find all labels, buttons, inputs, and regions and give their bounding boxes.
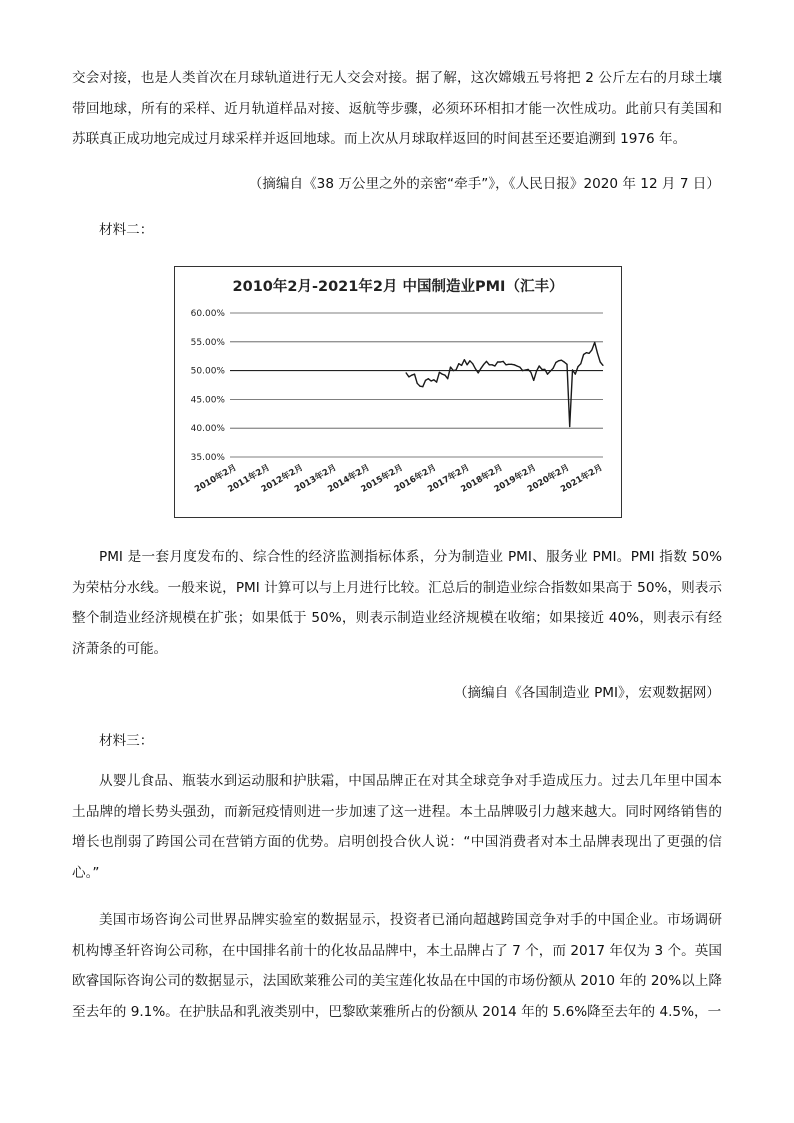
x-tick-label: 2014年2月 (326, 462, 372, 495)
pmi-chart-svg (175, 267, 621, 517)
data-point (539, 365, 540, 366)
data-point (602, 365, 603, 366)
data-point (442, 374, 443, 375)
data-point (436, 382, 437, 383)
data-point (519, 367, 520, 368)
data-point (494, 365, 495, 366)
data-point (597, 353, 598, 354)
data-point (439, 372, 440, 373)
data-point (483, 364, 484, 365)
data-point (553, 368, 554, 369)
material2-label: 材料二： (99, 222, 154, 238)
x-tick-label: 2012年2月 (259, 462, 306, 495)
data-point (536, 371, 537, 372)
data-point (414, 374, 415, 375)
data-point (547, 374, 548, 375)
material3-label: 材料三： (99, 733, 154, 749)
y-tick-label: 55.00% (190, 337, 225, 348)
data-point (480, 368, 481, 369)
data-point (486, 361, 487, 362)
data-point (500, 361, 501, 362)
data-point (478, 372, 479, 373)
data-point (561, 360, 562, 361)
data-point (422, 386, 423, 387)
data-point (522, 370, 523, 371)
y-tick-label: 45.00% (190, 395, 225, 406)
x-tick-label: 2021年2月 (559, 462, 605, 495)
data-point (453, 370, 454, 371)
data-point (467, 364, 468, 365)
data-point (577, 366, 578, 367)
data-point (533, 380, 534, 381)
data-point (408, 376, 409, 377)
data-point (461, 365, 462, 366)
data-point (583, 354, 584, 355)
material1-source: （摘编自《38 万公里之外的亲密“牵手”》，《人民日报》2020 年 12 月 7 日） (248, 176, 720, 192)
data-point (594, 342, 595, 343)
x-tick-label: 2017年2月 (426, 462, 472, 495)
data-point (589, 353, 590, 354)
data-point (586, 352, 587, 353)
data-point (492, 364, 493, 365)
x-tick-label: 2016年2月 (392, 462, 439, 495)
data-point (406, 372, 407, 373)
data-point (566, 364, 567, 365)
x-tick-label: 2018年2月 (459, 462, 505, 495)
data-point (475, 368, 476, 369)
x-tick-label: 2011年2月 (226, 462, 272, 495)
data-point (572, 369, 573, 370)
data-point (503, 361, 504, 362)
y-tick-label: 40.00% (190, 424, 225, 435)
pmi-chart (174, 266, 622, 518)
data-point (555, 362, 556, 363)
data-point (508, 364, 509, 365)
data-point (530, 372, 531, 373)
data-point (544, 369, 545, 370)
data-point (550, 371, 551, 372)
x-tick-label: 2013年2月 (292, 462, 339, 495)
data-point (591, 349, 592, 350)
data-point (472, 363, 473, 364)
y-tick-label: 50.00% (190, 366, 225, 377)
data-point (450, 367, 451, 368)
data-point (541, 369, 542, 370)
data-point (464, 359, 465, 360)
data-point (516, 365, 517, 366)
material3-paragraph2: 美国市场咨询公司世界品牌实验室的数据显示，投资者已涌向超越跨国竞争对手的中国企业。市场调研机构博圣轩咨询公司称，在中国排名前十的化妆品品牌中，本土品牌占了 7 个，而 2017 年仅为 3 个。英国欧睿国际咨询公司的数据显示，法国欧莱雅公司的美宝莲化妆品在中国的市场份额从 2010 年的 20%以上降至去年的 9.1%。在护肤品和乳液类别中，巴黎欧莱雅所占的份额从 2014 年的 5.6%降至去年的 4.5%，一 (72, 912, 722, 1020)
data-point (514, 364, 515, 365)
data-point (505, 364, 506, 365)
data-point (511, 364, 512, 365)
material1-paragraph: 交会对接，也是人类首次在月球轨道进行无人交会对接。据了解，这次嫦娥五号将把 2 公斤左右的月球土壤带回地球，所有的采样、近月轨道样品对接、返航等步骤，必须环环相扣才能一次性成功。此前只有美国和苏联真正成功地完成过月球采样并返回地球。而上次从月球取样返回的时间甚至还要追溯到 1976 年。 (72, 70, 722, 147)
data-point (525, 369, 526, 370)
data-point (489, 364, 490, 365)
y-tick-label: 60.00% (190, 309, 225, 319)
series-line (406, 342, 603, 426)
x-tick-label: 2020年2月 (525, 462, 572, 495)
data-point (497, 361, 498, 362)
data-point (433, 379, 434, 380)
data-point (580, 363, 581, 364)
x-tick-label: 2015年2月 (359, 462, 405, 495)
data-point (558, 360, 559, 361)
data-point (447, 378, 448, 379)
x-tick-label: 2019年2月 (492, 462, 538, 495)
x-tick-label: 2010年2月 (193, 462, 239, 495)
chart-title: 2010年2月-2021年2月 中国制造业PMI（汇丰） (232, 279, 564, 295)
data-point (417, 383, 418, 384)
data-point (431, 380, 432, 381)
data-point (564, 361, 565, 362)
data-point (469, 360, 470, 361)
data-point (575, 374, 576, 375)
material3-paragraph1: 从婴儿食品、瓶装水到运动服和护肤霜，中国品牌正在对其全球竞争对手造成压力。过去几年里中国本土品牌的增长势头强劲，而新冠疫情则进一步加速了这一进程。本土品牌吸引力越来越大。同时网络销售的增长也削弱了跨国公司在营销方面的优势。启明创投合伙人说：“中国消费者对本土品牌表现出了更强的信心。” (72, 773, 722, 881)
data-point (411, 375, 412, 376)
data-point (428, 378, 429, 379)
y-tick-label: 35.00% (190, 453, 225, 463)
data-point (419, 386, 420, 387)
material2-source: （摘编自《各国制造业 PMI》，宏观数据网） (453, 685, 720, 701)
data-point (458, 363, 459, 364)
data-point (425, 380, 426, 381)
material2-paragraph: PMI 是一套月度发布的、综合性的经济监测指标体系，分为制造业 PMI、服务业 PMI。PMI 指数 50%为荣枯分水线。一般来说，PMI 计算可以与上月进行比较。汇总后的制造业综合指数如果高于 50%，则表示整个制造业经济规模在扩张；如果低于 50%，则表示制造业经济规模在收缩；如果接近 40%，则表示有经济萧条的可能。 (72, 549, 722, 657)
data-point (455, 369, 456, 370)
data-point (444, 375, 445, 376)
data-point (528, 369, 529, 370)
data-point (569, 426, 570, 427)
data-point (600, 361, 601, 362)
